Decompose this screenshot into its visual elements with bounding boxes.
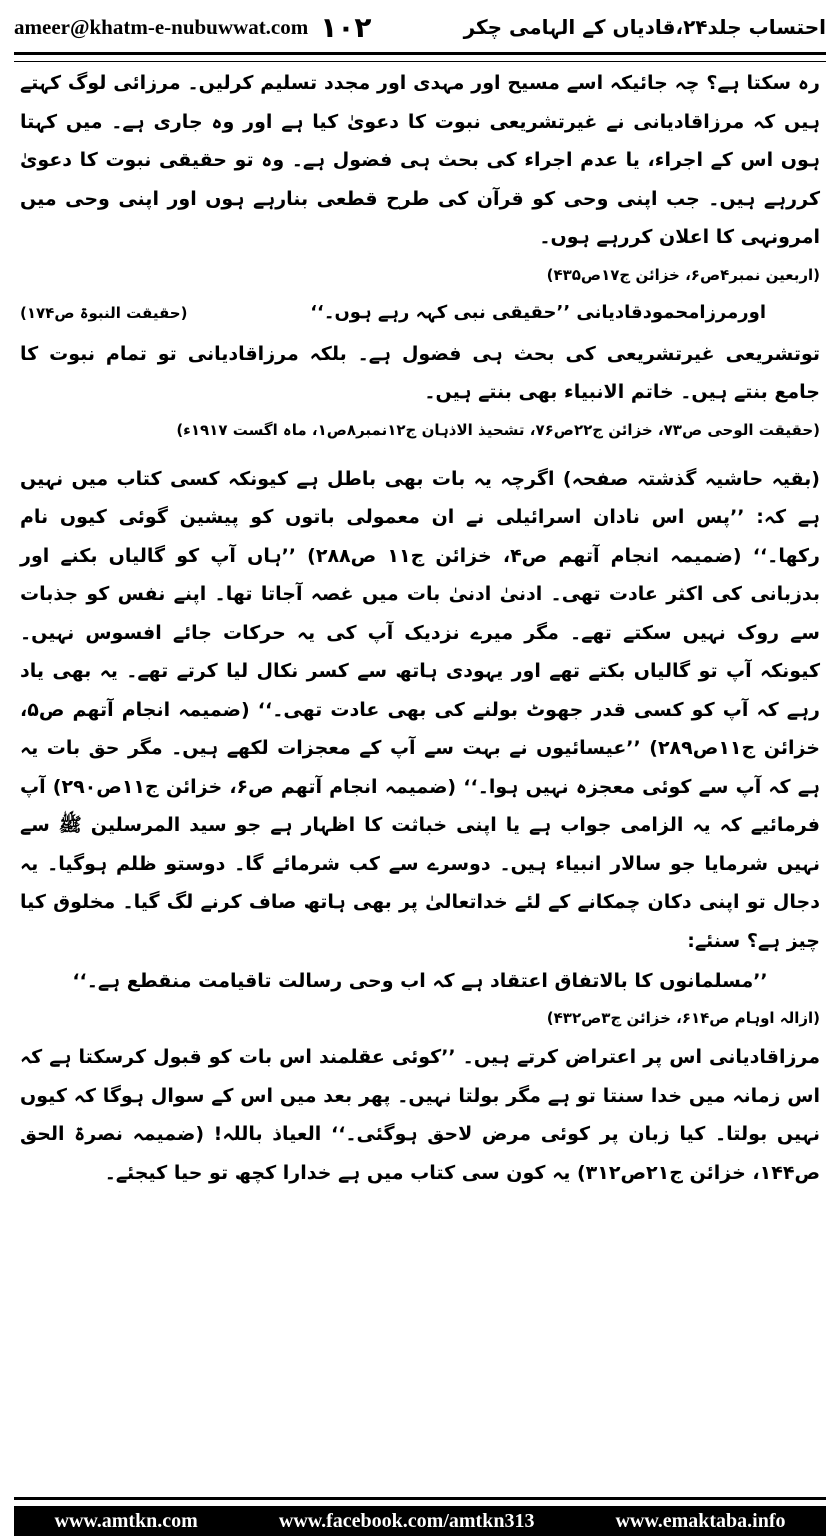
footer-link-emaktaba[interactable]: www.emaktaba.info xyxy=(615,1509,786,1532)
header-left xyxy=(14,11,372,44)
paragraph-1: رہ سکتا ہے؟ چہ جائیکہ اسے مسیح اور مہدی اور مجدد تسلیم کرلیں۔ مرزائی لوگ کہتے ہیں کہ مرزاقادیانی نے غیرتشریعی نبوت کا دعویٰ کیا ہے اور وہ جاری ہے۔ میں کہتا ہوں اس کے اجراء، یا عدم اجراء کی بحث ہی فضول ہے۔ وہ تو حقیقی نبوت کا دعویٰ کررہے ہیں۔ جب اپنی وحی کو قرآن کی طرح قطعی بنارہے ہوں اور اپنی وحی میں امرونہی کا اعلان کررہے ہوں۔ xyxy=(20,72,820,248)
paragraph-3: توتشریعی غیرتشریعی کی بحث ہی فضول ہے۔ بلکہ مرزاقادیانی تو تمام نبوت کا جامع بنتے ہیں۔ خاتم الانبیاء بھی بنتے ہیں۔ xyxy=(20,342,820,403)
running-title: احتساب جلد۲۴،قادیاں کے الہامی چکر xyxy=(463,15,826,39)
reference-2: (حقیقت النبوۃ ص۱۷۴) xyxy=(20,303,188,322)
paragraph-4: (بقیہ حاشیہ گذشتہ صفحہ) اگرچہ یہ بات بھی باطل ہے کیونکہ کسی کتاب میں نہیں ہے کہ: ’’پس اس نادان اسرائیلی نے ان معمولی باتوں کو پیشین گوئی کیوں نام رکھا۔‘‘ (ضمیمہ انجام آتھم ص۴، خزائن ج۱۱ ص۲۸۸) ’’ہاں آپ کو گالیاں بکنے اور بدزبانی کی اکثر عادت تھی۔ ادنیٰ ادنیٰ بات میں غصہ آجاتا تھا۔ اپنے نفس کو جذبات سے روک نہیں سکتے تھے۔ مگر میرے نزدیک آپ کی یہ حرکات جائے افسوس نہیں۔ کیونکہ آپ تو گالیاں بکتے تھے اور یہودی ہاتھ سے کسر نکال لیا کرتے تھے۔ یہ بھی یاد رہے کہ آپ کو کسی قدر جھوٹ بولنے کی بھی عادت تھی۔‘‘ (ضمیمہ انجام آتھم ص۵، خزائن ج۱۱ص۲۸۹) ’’عیسائیوں نے بہت سے آپ کے معجزات لکھے ہیں۔ مگر حق بات یہ ہے کہ آپ سے کوئی معجزہ نہیں ہوا۔‘‘ (ضمیمہ انجام آتھم ص۶، خزائن ج۱۱ص۲۹۰) آپ فرمائیے کہ یہ الزامی جواب ہے یا اپنی خباثت کا اظہار ہے جو سید المرسلین ﷺ سے نہیں شرمایا جو سالار انبیاء ہیں۔ دوسرے سے کب شرمائے گا۔ دوستو ظلم ہوگیا۔ یہ دجال تو اپنی دکان چمکانے کے لئے خداتعالیٰ پر بھی ہاتھ صاف کرنے لگ گیا۔ مخلوق کیا چیز ہے؟ سنئے: xyxy=(20,467,821,952)
page-footer xyxy=(14,1506,826,1536)
footer-link-facebook[interactable]: www.facebook.com/amtkn313 xyxy=(278,1509,535,1532)
reference-3: (حقیقت الوحی ص۷۳، خزائن ج۲۲ص۷۶، تشحیذ الاذہان ج۱۲نمبر۸ص۱، ماہ اگست ۱۹۱۷ء) xyxy=(176,420,820,439)
page-header xyxy=(14,8,826,46)
quote-2: اورمرزامحمودقادیانی ’’حقیقی نبی کہہ رہے ہوں۔‘‘ xyxy=(310,301,766,323)
header-email: ameer@khatm-e-nubuwwat.com xyxy=(14,14,309,39)
reference-5: (ازالہ اوہام ص۶۱۴، خزائن ج۳ص۴۳۲) xyxy=(546,1009,820,1027)
page-body xyxy=(20,64,820,1192)
quote-line-2 xyxy=(20,295,820,331)
quote-5: ’’مسلمانوں کا بالاتفاق اعتقاد ہے کہ اب وحی رسالت تاقیامت منقطع ہے۔‘‘ xyxy=(72,970,768,992)
reference-1: (اربعین نمبر۴ص۶، خزائن ج۱۷ص۴۳۵) xyxy=(546,265,820,284)
header-divider xyxy=(14,52,826,62)
page-number: ۱۰۲ xyxy=(320,10,372,44)
paragraph-6: مرزاقادیانی اس پر اعتراض کرتے ہیں۔ ’’کوئی عقلمند اس بات کو قبول کرسکتا ہے کہ اس زمانہ میں خدا سنتا تو ہے مگر بولتا نہیں۔ پھر بعد میں اس کے سوال ہوگا کہ کیوں نہیں بولتا۔ کیا زبان پر کوئی مرض لاحق ہوگئی۔‘‘ العیاذ باللہ! (ضمیمہ نصرۃ الحق ص۱۴۴، خزائن ج۲۱ص۳۱۲) یہ کون سی کتاب میں ہے خدارا کچھ تو حیا کیجئے۔ xyxy=(20,1046,820,1184)
footer-link-amtkn[interactable]: www.amtkn.com xyxy=(54,1509,198,1532)
